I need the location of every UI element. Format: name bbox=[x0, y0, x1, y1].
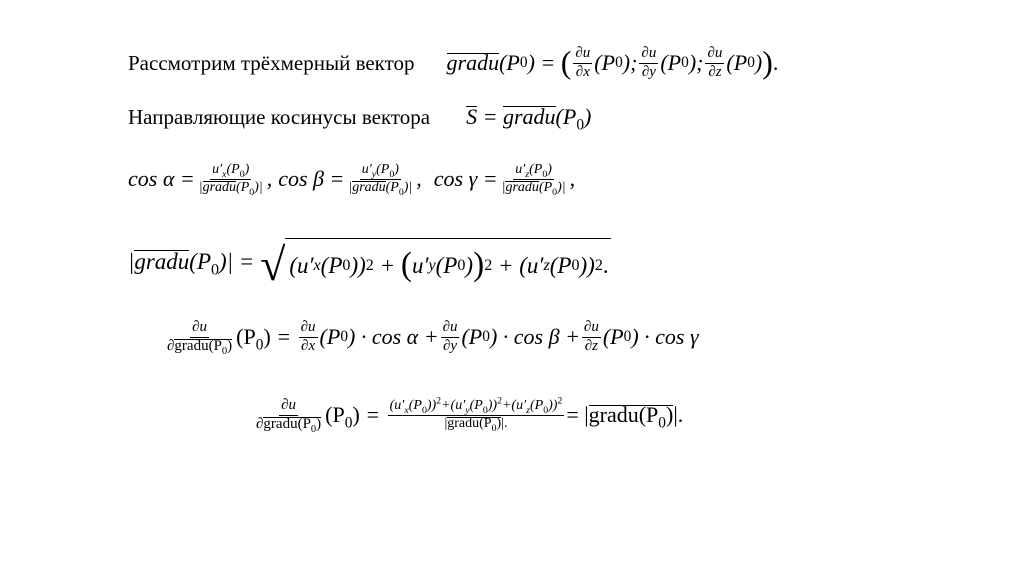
vector-intro-text: Рассмотрим трёхмерный вектор bbox=[128, 50, 415, 75]
grad-vector-formula: gradu ( P 0 ) = ( $\frac{\partial u}{\partial x}$ ( P 0 ); $\frac{\partial u}{\partial y}$ ( P 0 ); $\frac{\partial u}{\partial z}$ ( P 0 ) ) . bbox=[446, 45, 779, 81]
grad-overline: gradu bbox=[446, 50, 500, 76]
cos-alpha-formula: cos α = $\frac{u'_x(P_0)}{|gradu(P_0)|}$ , bbox=[128, 162, 273, 198]
cos-beta-formula: cos β = $\frac{u'_y(P_0)}{|gradu(P_0)|}$ , bbox=[278, 162, 422, 198]
line-direction-cosines bbox=[128, 104, 592, 134]
result-value: = $|gradu(P_0)|$. bbox=[566, 402, 684, 432]
line-cosine-formulas bbox=[128, 162, 576, 198]
line-directional-derivative: $\frac{\partial u}{\partial gradu(P_0)}$ $(P_0)$ = $\frac{\partial u}{\partial x}$ (P 0 ) · cos α + $\frac{\partial u}{\partial y}$ (P 0 ) · cos β + $\frac{\partial u}{\partial z}$ (P 0 ) · cos γ bbox=[167, 319, 699, 357]
line-gradient-magnitude bbox=[128, 238, 611, 290]
directional-derivative-fraction: $\frac{\partial u}{\partial gradu(P_0)}$ bbox=[167, 319, 233, 357]
cos-gamma-formula: cos γ = $\frac{u'_z(P_0)}{|gradu(P_0)|}$ , bbox=[433, 162, 576, 198]
result-lhs-fraction: $\frac{\partial u}{\partial gradu(P_0)}$ bbox=[256, 397, 322, 435]
s-vector-formula: $S = gradu(P_0)$ bbox=[466, 104, 592, 134]
line-vector-definition bbox=[128, 46, 778, 81]
result-rhs-fraction: $\frac{(u'_x(P_0))^2+(u'_y(P_0))^2+(u'_z(P_0))^2}{|gradu(P_0)|.}$ bbox=[389, 395, 563, 434]
square-root: √ (u′ x (P 0 )) 2 + ( u′ y (P 0 ) ) 2 + (u′ z (P 0 )) 2 . bbox=[260, 239, 609, 290]
direction-cosines-text: Направляющие косинусы вектора bbox=[128, 104, 431, 129]
line-result: $\frac{\partial u}{\partial gradu(P_0)}$ $(P_0)$ = $\frac{(u'_x(P_0))^2+(u'_y(P_0))^2+(u'_z(P_0))^2}{|gradu(P_0)|.}$ = $|gradu(P_0)|$. bbox=[256, 395, 684, 435]
magnitude-lhs: $|gradu(P_0)|$ = bbox=[128, 248, 261, 279]
